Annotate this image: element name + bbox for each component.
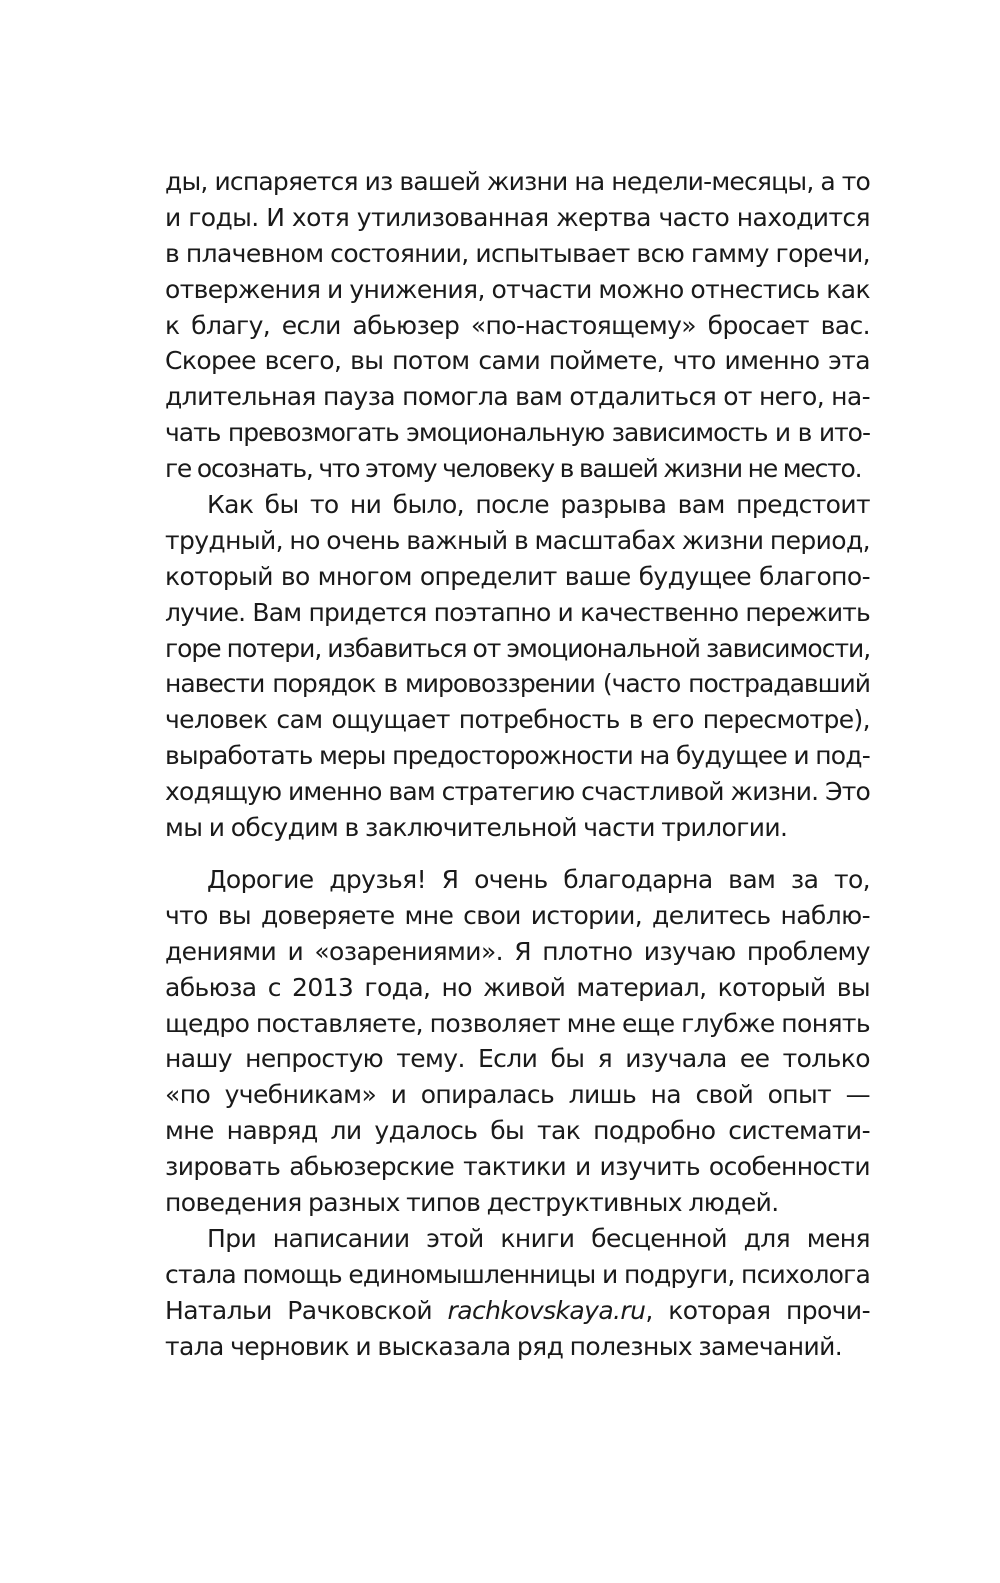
paragraph-start-line: Как бы то ни было, после разрыва вам предстоит bbox=[207, 490, 870, 520]
text-line: и годы. И хотя утилизованная жертва часто находится bbox=[165, 202, 870, 232]
text-line: ге осознать, что этому человеку в вашей жизни не место. bbox=[165, 454, 862, 484]
text-line: стала помощь единомышленницы и подруги, психолога bbox=[165, 1259, 870, 1289]
paragraph-start-line: Дорогие друзья! Я очень благодарна вам за то, bbox=[207, 865, 870, 894]
text-line: ходящую именно вам стратегию счастливой жизни. Это bbox=[165, 777, 870, 807]
text-line: лучие. Вам придется поэтапно и качественно пережить bbox=[165, 597, 870, 627]
text-line: человек сам ощущает потребность в его пересмотре), bbox=[165, 705, 870, 735]
text-line: щедро поставляете, позволяет мне еще глубже понять bbox=[165, 1008, 870, 1038]
text-line: тала черновик и высказала ряд полезных замечаний. bbox=[165, 1331, 843, 1361]
text-line: что вы доверяете мне свои истории, делитесь наблю- bbox=[165, 900, 870, 930]
text-line: «по учебникам» и опиралась лишь на свой опыт — bbox=[165, 1080, 870, 1110]
paragraph-start-line: При написании этой книги бесценной для меня bbox=[207, 1223, 870, 1253]
text-line: в плачевном состоянии, испытывает всю гамму горечи, bbox=[165, 238, 870, 268]
text-line: чать превозмогать эмоциональную зависимость и в ито- bbox=[165, 418, 870, 448]
text-line: абьюза с 2013 года, но живой материал, который вы bbox=[165, 972, 870, 1002]
text-line: нашу непростую тему. Если бы я изучала ее только bbox=[165, 1044, 870, 1074]
text-line: мне навряд ли удалось бы так подробно системати- bbox=[165, 1116, 870, 1146]
text-line: горе потери, избавиться от эмоциональной зависимости, bbox=[165, 633, 871, 663]
text-block-upper bbox=[165, 164, 870, 846]
text-line: зировать абьюзерские тактики и изучить особенности bbox=[165, 1152, 870, 1182]
text-fragment: Натальи Рачковской bbox=[165, 1295, 448, 1325]
text-line: дениями и «озарениями». Я плотно изучаю проблему bbox=[165, 936, 870, 966]
text-line: который во многом определит ваше будущее благопо- bbox=[165, 561, 870, 591]
text-fragment: , которая прочи- bbox=[645, 1295, 870, 1325]
text-line: к благу, если абьюзер «по-настоящему» бросает вас. bbox=[165, 310, 870, 340]
text-line: трудный, но очень важный в масштабах жизни период, bbox=[165, 525, 870, 555]
text-line: длительная пауза помогла вам отдалиться от него, на- bbox=[165, 382, 870, 412]
text-line: поведения разных типов деструктивных людей. bbox=[165, 1188, 779, 1218]
text-line-with-link bbox=[165, 1293, 870, 1329]
text-line: ды, испаряется из вашей жизни на недели-месяцы, а то bbox=[165, 167, 870, 196]
text-line: мы и обсудим в заключительной части трилогии. bbox=[165, 813, 788, 843]
website-link[interactable]: rachkovskaya.ru bbox=[447, 1295, 646, 1325]
text-line: отвержения и унижения, отчасти можно отнестись как bbox=[165, 274, 870, 304]
text-line: Скорее всего, вы потом сами поймете, что именно эта bbox=[165, 346, 870, 376]
text-line: навести порядок в мировоззрении (часто пострадавший bbox=[165, 669, 870, 699]
text-block-acknowledgements bbox=[165, 862, 870, 1364]
text-line: выработать меры предосторожности на будущее и под- bbox=[165, 741, 870, 771]
